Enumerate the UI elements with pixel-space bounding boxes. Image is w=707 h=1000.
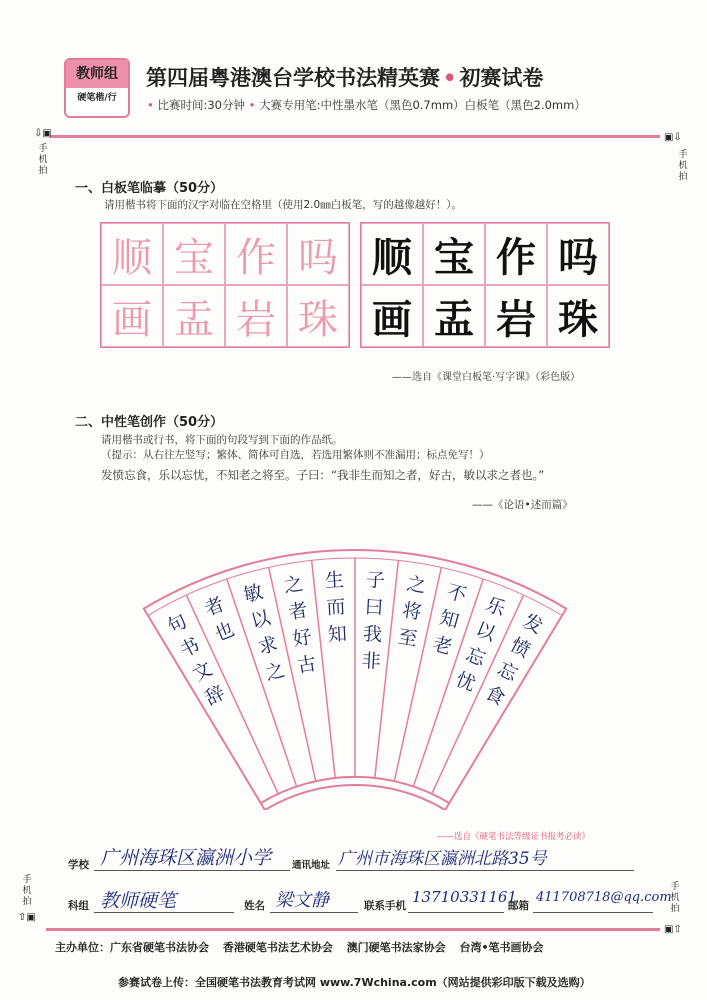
exam-pens: 大赛专用笔:中性墨水笔（黑色0.7mm）白板笔（黑色2.0mm）: [259, 98, 586, 112]
fan-divider: [394, 567, 441, 781]
footer-divider: [46, 928, 660, 931]
fan-char: 知: [437, 606, 462, 633]
practice-char: 画: [361, 285, 423, 347]
phone-underline: [408, 912, 504, 913]
fan-char: 之: [262, 658, 288, 686]
practice-char: 珠: [547, 285, 609, 347]
fan-char: 忘: [462, 643, 489, 671]
organizer-item: 广东省硬笔书法协会: [110, 941, 209, 954]
model-char: 盂: [163, 285, 225, 347]
email-underline: [533, 912, 653, 913]
title-separator: •: [443, 65, 457, 90]
fan-char: 忘: [493, 657, 522, 687]
address-label: 通讯地址: [292, 860, 331, 871]
camera-icon: ⇧▣: [18, 912, 36, 923]
exam-info: [147, 97, 586, 113]
fan-char: 老: [429, 632, 455, 660]
fan-char: 不: [444, 580, 469, 607]
fan-char: 句: [163, 610, 191, 639]
subject-value[interactable]: 教师硬笔: [100, 890, 177, 912]
email-label: 邮箱: [508, 900, 529, 912]
camera-note-top-left: 手机拍: [38, 144, 48, 176]
section1-source: ——选自《课堂白板笔·写字课》（彩色版）: [392, 372, 581, 383]
upload-line[interactable]: 参赛试卷上传：全国硬笔书法教育考试网 www.7Wchina.com（网站提供彩印版下载及选购）: [118, 976, 591, 989]
fan-char: 发: [519, 610, 547, 639]
fan-column: [324, 569, 347, 646]
email-value[interactable]: 411708718@qq.com: [536, 890, 672, 905]
fan-char: 生: [324, 569, 345, 593]
name-value[interactable]: 梁文静: [275, 890, 329, 911]
model-char: 画: [101, 285, 163, 347]
fan-char: 求: [255, 632, 281, 660]
fan-column: [361, 569, 385, 673]
fan-char: 曰: [364, 596, 385, 619]
school-value[interactable]: 广州海珠区瀛洲小学: [100, 847, 272, 869]
organizers-line: [55, 939, 544, 955]
fan-column: [282, 573, 317, 678]
fan-char: 辞: [201, 681, 229, 710]
fan-char: 知: [327, 623, 348, 646]
organizer-item: 澳门硬笔书法家协会: [346, 941, 446, 954]
page-title: [146, 62, 543, 92]
fan-char: 以: [472, 618, 499, 646]
name-underline: [270, 912, 358, 913]
fan-char: 至: [396, 625, 419, 651]
fan-char: 也: [211, 618, 238, 646]
section1-heading: 一、白板笔临摹（50分）: [75, 181, 224, 196]
fan-column: [241, 581, 287, 685]
practice-char: 盂: [423, 285, 485, 347]
bullet-icon: •: [147, 98, 154, 112]
subject-label: 科组: [68, 900, 89, 912]
organizers-label: 主办单位：: [55, 941, 110, 954]
model-char: 顺: [101, 223, 163, 285]
fan-char: 乐: [482, 593, 509, 621]
phone-label: 联系手机: [364, 900, 406, 912]
fan-paper: [60, 530, 650, 810]
section2-passage: 发愤忘食，乐以忘忧，不知老之将至。子曰：“我非生而知之者，好古，敏以求之者也。”: [101, 468, 545, 482]
fan-char: 之: [405, 572, 428, 598]
exam-time: 比赛时间:30分钟: [157, 98, 245, 112]
badge-group-label: 教师组: [66, 60, 128, 88]
fan-char: 之: [282, 572, 305, 598]
organizer-item: 台湾•笔书画协会: [459, 941, 544, 954]
fan-char: 以: [248, 606, 273, 633]
practice-char: 顺: [361, 223, 423, 285]
practice-char: 宝: [423, 223, 485, 285]
model-char: 岩: [225, 285, 287, 347]
header-divider: [50, 135, 660, 138]
practice-grid: [360, 222, 610, 348]
section2-instruction: 请用楷书或行书，将下面的句段写到下面的作品纸。: [101, 434, 343, 446]
school-label: 学校: [68, 859, 89, 871]
group-badge: [64, 58, 130, 118]
camera-note-bottom-left: 手机拍: [22, 875, 32, 907]
practice-char: 岩: [485, 285, 547, 347]
camera-icon: ▣⇩: [664, 132, 682, 143]
school-underline: [94, 870, 290, 871]
fan-char: 非: [361, 649, 382, 673]
camera-note-bottom-right: 手机拍: [670, 882, 680, 914]
model-char: 珠: [287, 285, 349, 347]
model-char: 吗: [287, 223, 349, 285]
fan-char: 而: [325, 596, 346, 619]
fan-char: 者: [286, 599, 310, 624]
phone-value[interactable]: 13710331161: [412, 888, 517, 906]
fan-char: 书: [176, 633, 204, 663]
title-tail: 初赛试卷: [459, 65, 544, 90]
section2-passage-source: ——《论语•述而篇》: [472, 499, 573, 511]
fan-char: 我: [362, 623, 383, 646]
section2-heading: 二、中性笔创作（50分）: [75, 415, 224, 430]
camera-icon: ⇩▣: [34, 128, 52, 139]
fan-char: 忧: [452, 668, 479, 696]
subject-underline: [94, 912, 234, 913]
section1-instruction: 请用楷书将下面的汉字对临在空格里（使用2.0㎜白板笔，写的越像越好！）。: [104, 199, 462, 211]
address-underline: [336, 870, 634, 871]
fan-char: 子: [365, 569, 386, 593]
fan-char: 敏: [241, 580, 266, 607]
fan-char: 愤: [506, 633, 534, 663]
camera-note-top-right: 手机拍: [678, 150, 688, 182]
model-char: 作: [225, 223, 287, 285]
fan-char: 者: [201, 593, 228, 621]
address-value[interactable]: 广州市海珠区瀛洲北路35号: [338, 849, 547, 869]
fan-char: 古: [295, 652, 318, 678]
camera-icon: ▣⇧: [664, 924, 682, 935]
fan-source: ——选自《硬笔书法等级证书报考必读》: [437, 832, 591, 842]
model-char: 宝: [163, 223, 225, 285]
bullet-icon: •: [248, 98, 256, 112]
badge-category-label: 硬笔楷/行: [77, 93, 117, 103]
fan-char: 食: [481, 681, 509, 710]
model-grid: [100, 222, 350, 348]
fan-char: 文: [188, 657, 217, 687]
fan-char: 将: [400, 599, 424, 624]
practice-char: 作: [485, 223, 547, 285]
name-label: 姓名: [244, 900, 265, 912]
fan-inner-border: [261, 777, 450, 803]
title-main: 第四届粤港澳台学校书法精英赛: [146, 65, 440, 90]
section2-tip: （提示：从右往左竖写；繁体、简体可自选，若选用繁体则不准漏用；标点免写！）: [101, 449, 490, 461]
practice-char: 吗: [547, 223, 609, 285]
fan-column: [397, 573, 428, 651]
organizer-item: 香港硬笔书法艺术协会: [222, 941, 333, 954]
fan-char: 好: [291, 625, 314, 651]
